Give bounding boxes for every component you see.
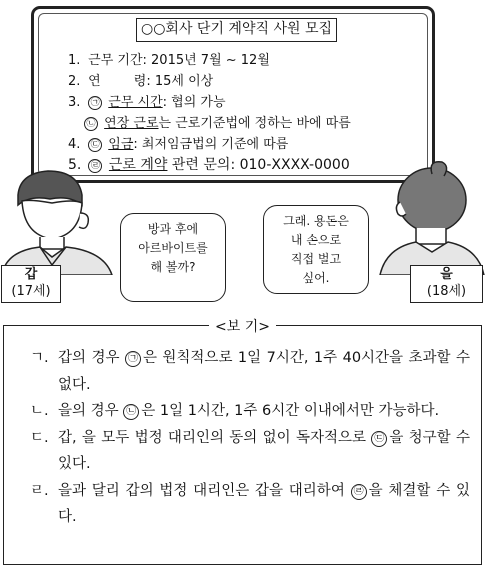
- bogi-list: [30, 345, 470, 531]
- person-left-illustration: [0, 165, 125, 275]
- notice-item-text: 는 근로기준법에 정하는 바에 따름: [158, 116, 351, 131]
- circle-mark: ㉢: [371, 431, 387, 447]
- circle-mark: ㉢: [88, 138, 102, 152]
- notice-item-label: 근무 기간: [88, 53, 143, 68]
- notice-item-label: 연 령: [88, 74, 147, 89]
- circle-mark: ㉡: [84, 117, 98, 131]
- speech-bubble-left: 방과 후에 아르바이트를 해 볼까?: [120, 213, 226, 302]
- circle-mark: ㉠: [125, 351, 141, 367]
- bogi-item-d: ㄹ. 을과 달리 갑의 법정 대리인은 갑을 대리하여 ㉣ 을 체결할 수 있다.: [30, 482, 470, 525]
- notice-item-contract: 5. ㉣ 근로 계약 관련 문의: 010-XXXX-0000: [68, 157, 350, 173]
- person-left-tag: [1, 265, 61, 303]
- circle-mark: ㉠: [88, 96, 102, 110]
- notice-item-wage: 4. ㉢ 임금: 최저임금법의 기준에 따름: [68, 137, 289, 152]
- notice-item-text: : 15세 이상: [146, 74, 214, 89]
- notice-item-overtime: [68, 113, 428, 134]
- notice-board: [31, 6, 435, 183]
- notice-item-text: 관련 문의: 010-XXXX-0000: [167, 157, 350, 173]
- person-right-tag: [410, 265, 483, 303]
- notice-item-text: : 협의 가능: [162, 95, 226, 110]
- person-right-age: (18세): [426, 284, 467, 299]
- person-left-age: (17세): [11, 284, 51, 299]
- person-left-name: 갑: [24, 267, 38, 282]
- person-right-illustration: [372, 160, 485, 275]
- notice-item-text: : 2015년 7월 ~ 12월: [142, 53, 270, 68]
- notice-item-hours: 3. ㉠ 근무 시간: 협의 가능: [68, 95, 226, 110]
- speech-bubble-right: 그래. 용돈은 내 손으로 직접 벌고 싶어.: [263, 205, 369, 294]
- person-right-name: 을: [440, 267, 453, 282]
- notice-title: ○○회사 단기 계약직 사원 모집: [136, 18, 337, 42]
- notice-item-label: 임금: [108, 137, 134, 152]
- notice-item-text: : 최저임금법의 기준에 따름: [133, 137, 289, 152]
- notice-item-age: 2. 연 령: 15세 이상: [68, 74, 214, 89]
- bogi-label: <보 기>: [0, 316, 485, 336]
- notice-list: [68, 50, 428, 176]
- notice-item-label: 근로 계약: [108, 157, 168, 173]
- circle-mark: ㉣: [351, 484, 367, 500]
- bogi-item-b: ㄴ. 을의 경우 ㉡ 은 1일 1시간, 1주 6시간 이내에서만 가능하다.: [30, 403, 440, 419]
- notice-item-text-underlined: 연장 근로: [104, 116, 159, 131]
- notice-item-label: 근무 시간: [108, 95, 163, 110]
- circle-mark: ㉣: [88, 159, 102, 173]
- circle-mark: ㉡: [123, 404, 139, 420]
- notice-item-period: 1. 근무 기간: 2015년 7월 ~ 12월: [68, 53, 270, 68]
- bogi-item-a: ㄱ. 갑의 경우 ㉠ 은 원칙적으로 1일 7시간, 1주 40시간을 초과할 수 없다.: [30, 350, 471, 393]
- bogi-item-c: ㄷ. 갑, 을 모두 법정 대리인의 동의 없이 독자적으로 ㉢ 을 청구할 수 있다.: [30, 429, 470, 472]
